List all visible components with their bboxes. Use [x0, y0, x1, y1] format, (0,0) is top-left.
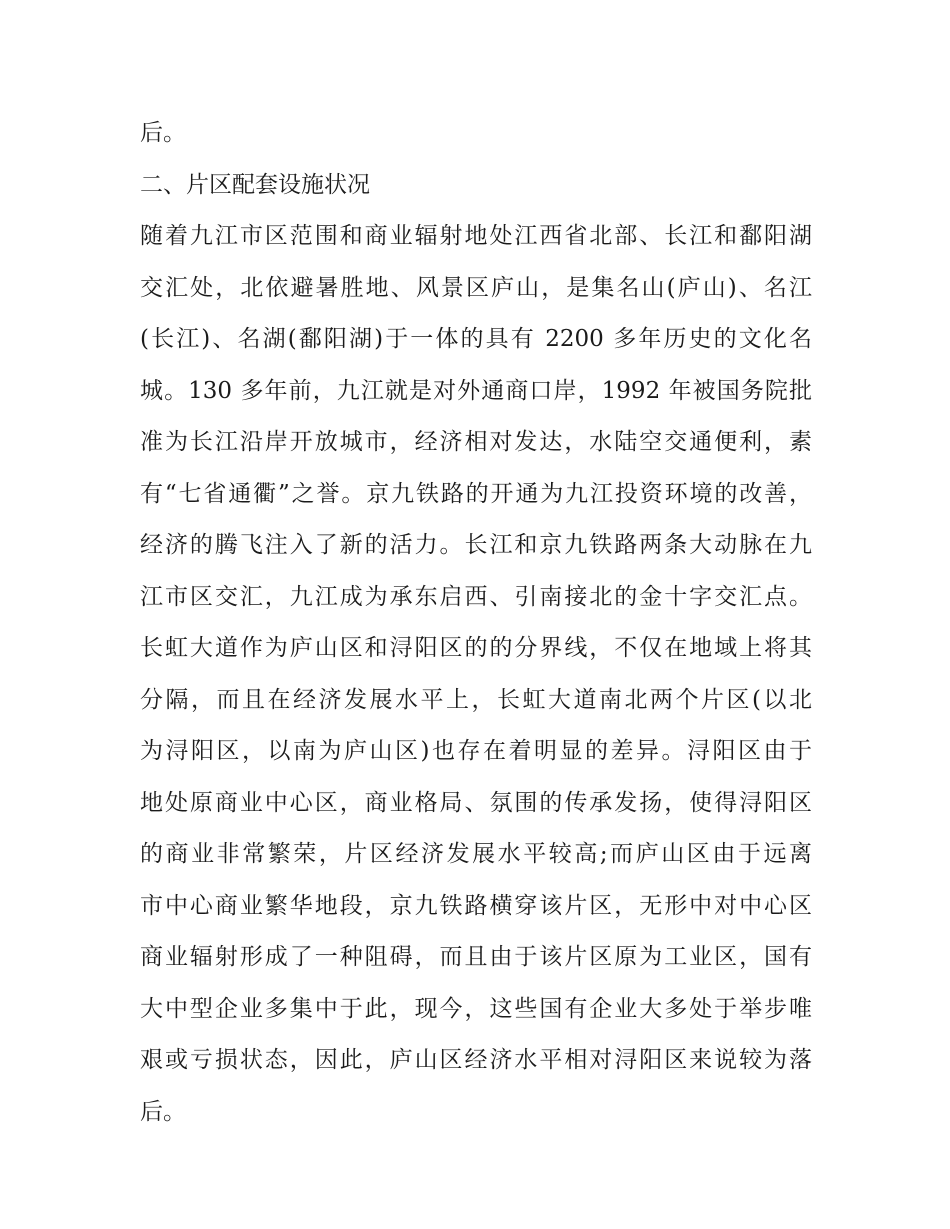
text-line: 有“七省通衢”之誉。京九铁路的开通为九江投资环境的改善，: [140, 480, 812, 507]
text-line: 艰或亏损状态，因此，庐山区经济水平相对浔阳区来说较为落: [140, 1047, 812, 1073]
text-line: 地处原商业中心区，商业格局、氛围的传承发扬，使得浔阳区: [140, 789, 812, 816]
text-line: 交汇处，北依避暑胜地、风景区庐山，是集名山(庐山)、名江: [140, 274, 812, 301]
text-line: 城。130 多年前，九江就是对外通商口岸，1992 年被国务院批: [140, 377, 812, 404]
text-line: 随着九江市区范围和商业辐射地处江西省北部、长江和鄱阳湖: [140, 223, 812, 249]
text-line: 为浔阳区，以南为庐山区)也存在着明显的差异。浔阳区由于: [140, 738, 812, 764]
text-line: 后。: [140, 1098, 186, 1125]
text-line: 商业辐射形成了一种阻碍，而且由于该片区原为工业区，国有: [140, 944, 812, 970]
text-line: 大中型企业多集中于此，现今，这些国有企业大多处于举步唯: [140, 995, 812, 1022]
section-heading: 二、片区配套设施状况: [140, 171, 370, 198]
text-line: 分隔，而且在经济发展水平上，长虹大道南北两个片区(以北: [140, 686, 812, 713]
text-line: 经济的腾飞注入了新的活力。长江和京九铁路两条大动脉在九: [140, 532, 812, 558]
text-line: 的商业非常繁荣，片区经济发展水平较高;而庐山区由于远离: [140, 841, 812, 867]
text-line: 市中心商业繁华地段，京九铁路横穿该片区，无形中对中心区: [140, 892, 812, 919]
text-line: 江市区交汇，九江成为承东启西、引南接北的金十字交汇点。: [140, 583, 812, 610]
text-line: 后。: [140, 120, 186, 146]
body-text: [140, 108, 812, 1138]
text-line: 准为长江沿岸开放城市，经济相对发达，水陆空交通便利，素: [140, 429, 812, 455]
text-line: 长虹大道作为庐山区和浔阳区的的分界线，不仅在地域上将其: [140, 635, 812, 661]
text-line: (长江)、名湖(鄱阳湖)于一体的具有 2200 多年历史的文化名: [140, 326, 812, 352]
